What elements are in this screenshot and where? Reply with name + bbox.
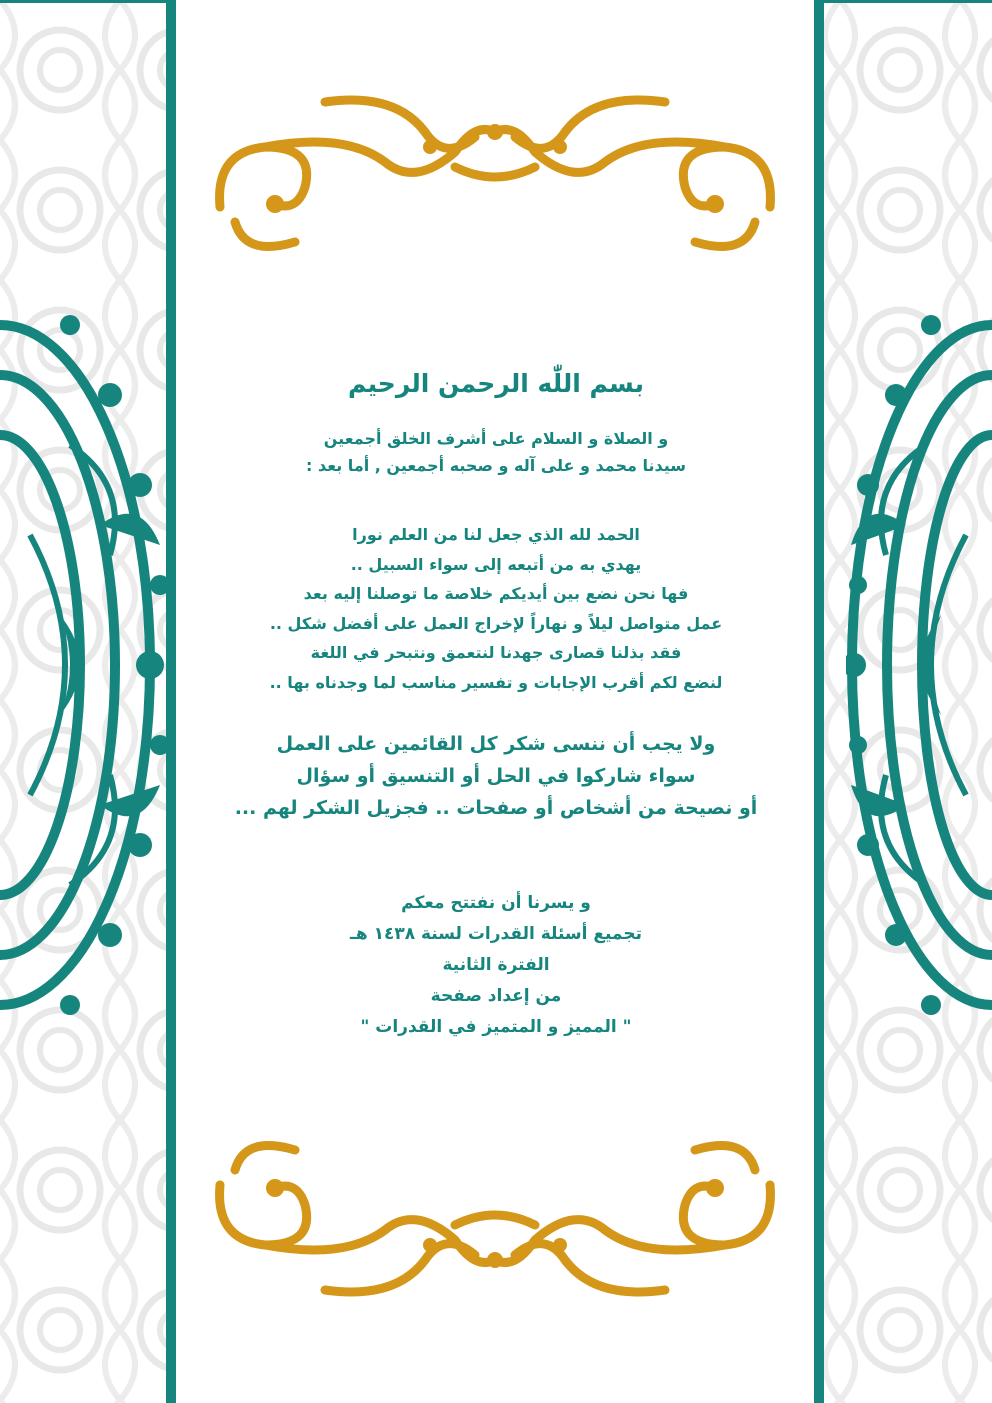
closing-line: " المميز و المتميز في القدرات " <box>360 1017 632 1037</box>
closing-line: الفترة الثانية <box>442 955 550 975</box>
closing-line: تجميع أسئلة القدرات لسنة ١٤٣٨ هـ <box>350 924 642 944</box>
thanks-line: ولا يجب أن ننسى شكر كل القائمين على العمل <box>276 733 716 755</box>
praise-line: يهدي به من أتبعه إلى سواء السبيل .. <box>350 554 642 574</box>
thanks-block <box>176 728 816 824</box>
basmala-text: بسم اللّٰه الرحمن الرحيم <box>348 369 644 398</box>
top-gold-ornament-icon <box>205 92 785 262</box>
closing-block <box>176 888 816 1043</box>
praise-line: فها نحن نضع بين أيديكم خلاصة ما توصلنا إليه بعد <box>303 584 689 603</box>
praise-line: فقد بذلنا قصارى جهدنا لنتعمق ونتبحر في اللغة <box>310 643 682 662</box>
panel-border-left <box>166 0 176 1403</box>
salutation-block <box>176 425 816 479</box>
closing-line: و يسرنا أن نفتتح معكم <box>401 893 591 913</box>
bottom-gold-ornament-icon <box>205 1130 785 1300</box>
thanks-line: سواء شاركوا في الحل أو التنسيق أو سؤال <box>296 765 696 787</box>
praise-line: لنضع لكم أقرب الإجابات و تفسير مناسب لما وجدناه بها .. <box>269 672 723 692</box>
salutation-line: و الصلاة و السلام على أشرف الخلق أجمعين <box>323 429 669 448</box>
praise-line: عمل متواصل ليلاً و نهاراً لإخراج العمل على أفضل شكل .. <box>269 613 723 633</box>
thanks-line: أو نصيحة من أشخاص أو صفحات .. فجزيل الشكر لهم ... <box>234 797 758 819</box>
praise-block <box>176 520 816 697</box>
panel-border-right <box>814 0 824 1403</box>
salutation-line: سيدنا محمد و على آله و صحبه أجمعين , أما بعد : <box>305 456 687 475</box>
basmala-heading <box>176 360 816 408</box>
right-mandala-icon <box>846 285 992 1045</box>
closing-line: من إعداد صفحة <box>430 986 562 1006</box>
praise-line: الحمد لله الذي جعل لنا من العلم نورا <box>352 525 640 544</box>
